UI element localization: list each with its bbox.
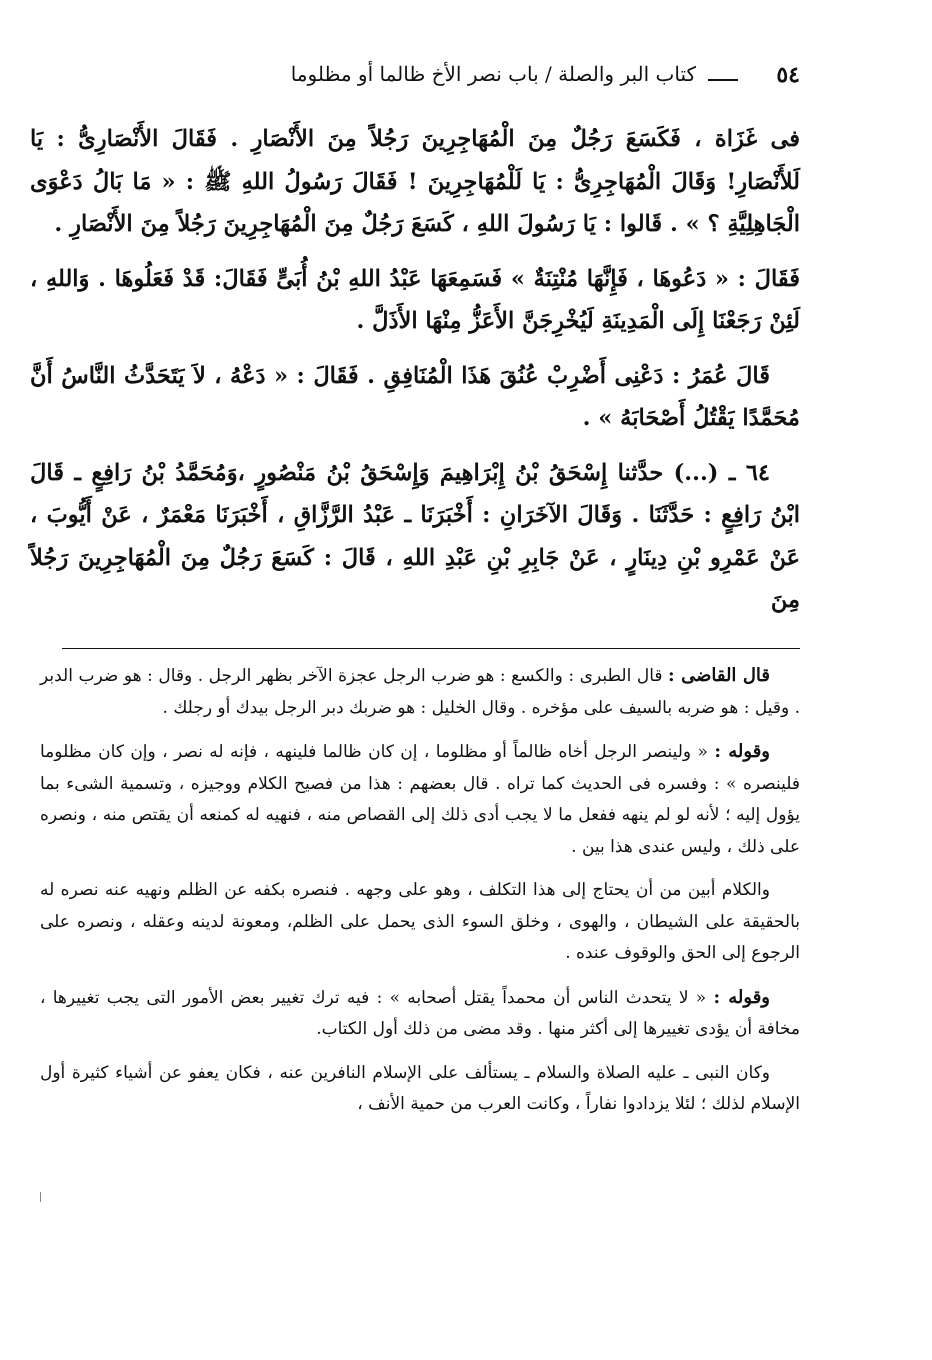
note-paragraph: [40, 660, 800, 724]
hadith-paragraph: فَقَالَ : « دَعُوهَا ، فَإِنَّهَا مُنْتِنَةٌ » فَسَمِعَهَا عَبْدُ اللهِ بْنُ أُبَىٍّ فَقَالَ: قَدْ فَعَلُوهَا . وَاللهِ ، لَئِنْ رَجَعْنَا إِلَى الْمَدِينَةِ لَيُخْرِجَنَّ الأَعَزُّ مِنْهَا الأَذَلَّ .: [30, 265, 800, 334]
page-number: ٥٤: [776, 62, 800, 88]
note-text: قال الطبرى : والكسع : هو ضرب الرجل عجزة الآخر بظهر الرجل . وقال : هو ضرب الدبر . وقيل : هو ضربه بالسيف على مؤخره . وقال الخليل : هو ضربك دبر الرجل بيدك أو رجلك .: [40, 666, 800, 718]
note-lead: وقوله :: [714, 741, 770, 762]
hadith-paragraph: ٦٤ ـ (...) حدَّثنا إِسْحَقُ بْنُ إِبْرَاهِيمَ وَإِسْحَقُ بْنُ مَنْصُورٍ ،وَمُحَمَّدُ بْنُ رَافِعٍ ـ قَالَ ابْنُ رَافِعٍ : حَدَّثَنَا . وَقَالَ الآخَرَانِ : أَخْبَرَنَا ـ عَبْدُ الرَّزَّاقِ ، أَخْبَرَنَا مَعْمَرٌ ، عَنْ أَيُّوبَ ، عَنْ عَمْرِو بْنِ دِينَارٍ ، عَنْ جَابِرِ بْنِ عَبْدِ اللهِ ، قَالَ : كَسَعَ رَجُلٌ مِنَ الْمُهَاجِرِينَ رَجُلاً مِنَ: [30, 459, 800, 613]
page-header: [30, 62, 800, 96]
note-paragraph: [40, 1058, 800, 1121]
header-rule: [708, 79, 738, 81]
footnote-separator: [62, 648, 800, 649]
note-text: والكلام أبين من أن يحتاج إلى هذا التكلف ، وهو على وجهه . فنصره بكفه عن الظلم ونهيه عنه نصره له بالحقيقة على الشيطان ، والهوى ، وخلق السوء الذى يحمل على الظلم، ومعونة لدينه وعقله ، ونصره على الرجوع إلى الحق والوقوف عنده .: [40, 880, 800, 963]
hadith-paragraph: قَالَ عُمَرُ : دَعْنِى أَضْرِبْ عُنُقَ هَذَا الْمُنَافِقِ . فَقَالَ : « دَعْهُ ، لاَ يَتَحَدَّثُ النَّاسُ أَنَّ مُحَمَّدًا يَقْتُلُ أَصْحَابَهُ » .: [30, 362, 800, 431]
note-paragraph: [40, 875, 800, 970]
margin-mark: [40, 1192, 44, 1202]
note-text: « لا يتحدث الناس أن محمداً يقتل أصحابه » : فيه ترك تغيير بعض الأمور التى يجب تغييرها ، مخافة أن يؤدى تغييرها إلى أكثر منها . وقد مضى من ذلك أول الكتاب.: [40, 987, 800, 1039]
note-text: « ولينصر الرجل أخاه ظالماً أو مظلوما ، إن كان ظالما فلينهه ، فإنه له نصر ، وإن كان مظلوما فلينصره » : وفسره فى الحديث كما تراه . قال بعضهم : هذا من فصيح الكلام ووجيزه ، وتسمية الشىء بما يؤول إليه ؛ لأنه لو لم ينهه ففعل ما لا يجب أدى ذلك إلى القصاص منه ، فنهيه له كمنعه أن يقتص منه ، ونصره على ذلك ، وليس عندى هذا بين .: [40, 742, 800, 857]
note-paragraph: [40, 982, 800, 1046]
hadith-paragraph: فى غَزَاة ، فَكَسَعَ رَجُلٌ مِنَ الْمُهَاجِرِينَ رَجُلاً مِنَ الأَنْصَارِ . فَقَالَ الأَنْصَارِىُّ : يَا لَلأَنْصَارِ! وَقَالَ الْمُهَاجِرِىُّ : يَا لَلْمُهَاجِرِينَ ! فَقَالَ رَسُولُ اللهِ ﷺ : « مَا بَالُ دَعْوَى الْجَاهِلِيَّةِ ؟ » . قَالوا : يَا رَسُولَ اللهِ ، كَسَعَ رَجُلٌ مِنَ الْمُهَاجِرِينَ رَجُلاً مِنَ الأَنْصَارِ .: [30, 126, 800, 237]
running-title: كتاب البر والصلة / باب نصر الأخ ظالما أو مظلوما: [290, 62, 696, 86]
note-lead: قال القاضى :: [668, 665, 770, 686]
note-lead: وقوله :: [713, 986, 770, 1008]
commentary-notes: [40, 660, 800, 1133]
hadith-text: [30, 118, 800, 634]
note-paragraph: [40, 736, 800, 863]
note-text: وكان النبى ـ عليه الصلاة والسلام ـ يستألف على الإسلام النافرين عنه ، فكان يعفو عن أشياء كثيرة أول الإسلام لذلك ؛ لئلا يزدادوا نفاراً ، وكانت العرب من حمية الأنف ،: [40, 1062, 800, 1114]
